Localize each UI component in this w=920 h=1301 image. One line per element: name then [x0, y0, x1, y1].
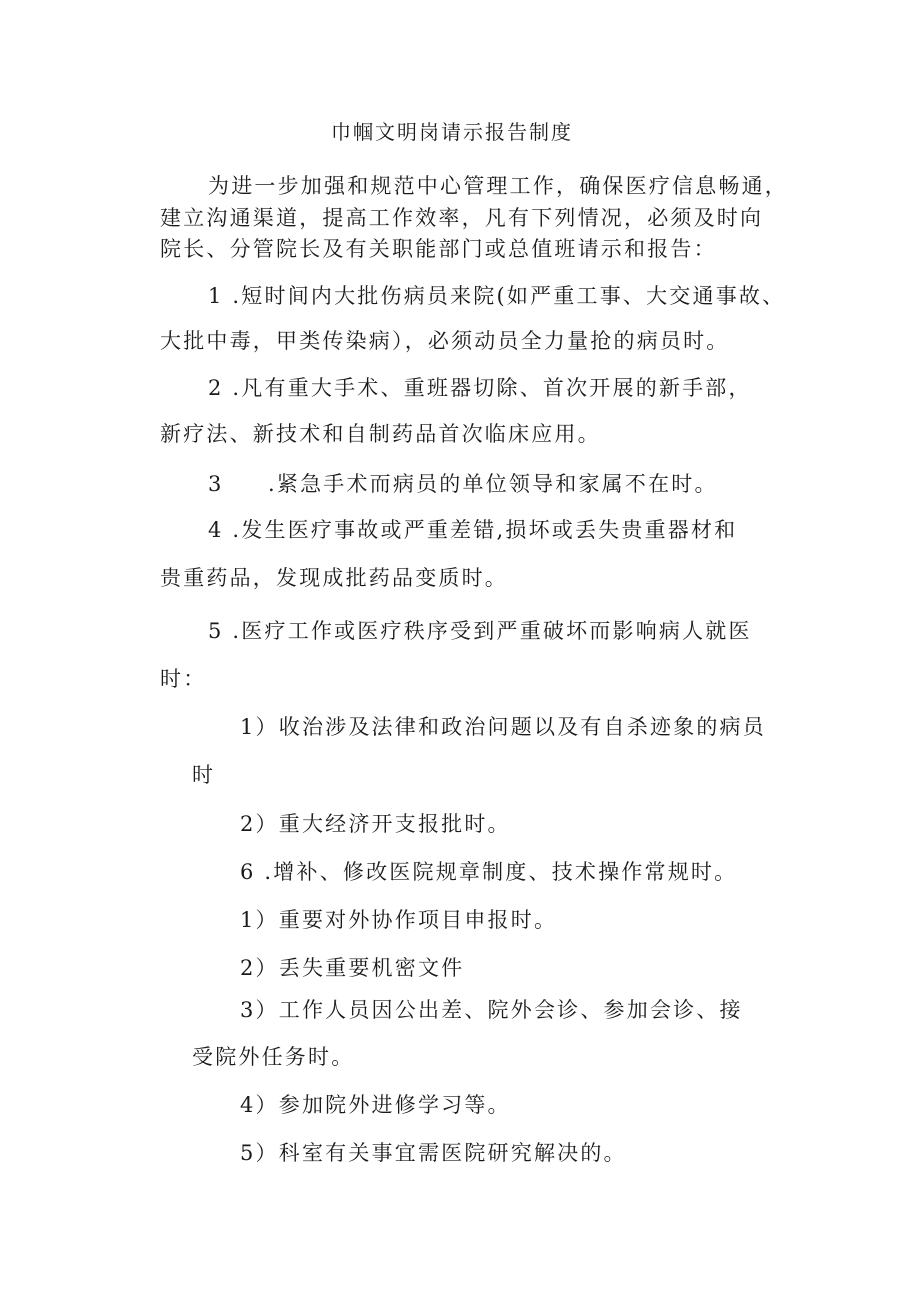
item-6-sub-3-line-2: 受院外任务时。 [192, 1045, 355, 1069]
intro-line-1: 为进一步加强和规范中心管理工作，确保医疗信息畅通， [208, 174, 788, 198]
item-6-sub-4: 4）参加院外进修学习等。 [240, 1093, 511, 1117]
item-5-sub-1-line-1: 1）收治涉及法律和政治问题以及有自杀迹象的病员 [240, 715, 766, 739]
item-4-line-1: 4 .发生医疗事故或严重差错,损坏或丢失贵重器材和 [208, 518, 738, 542]
intro-line-2: 建立沟通渠道，提高工作效率，凡有下列情况，必须及时向 [160, 206, 764, 230]
item-2-line-1: 2 .凡有重大手术、重班器切除、首次开展的新手部， [208, 376, 752, 400]
item-6-sub-2: 2）丢失重要机密文件 [240, 956, 465, 980]
item-6: 6 .增补、修改医院规章制度、技术操作常规时。 [240, 860, 738, 884]
item-6-sub-5: 5）科室有关事宜需医院研究解决的。 [240, 1141, 627, 1165]
item-1-line-2: 大批中毒，甲类传染病），必须动员全力量抢的病员时。 [160, 329, 730, 353]
item-5-sub-2: 2）重大经济开支报批时。 [240, 812, 511, 836]
item-3-text: .紧急手术而病员的单位领导和家属不在时。 [268, 472, 718, 496]
intro-line-3: 院长、分管院长及有关职能部门或总值班请示和报告： [160, 237, 717, 261]
item-2-line-2: 新疗法、新技术和自制药品首次临床应用。 [160, 422, 601, 446]
item-4-line-2: 贵重药品，发现成批药品变质时。 [160, 566, 508, 590]
item-3-number: 3 [208, 472, 224, 496]
item-6-sub-3-line-1: 3）工作人员因公出差、院外会诊、参加会诊、接 [240, 998, 743, 1022]
item-5-line-1: 5 .医疗工作或医疗秩序受到严重破坏而影响病人就医 [208, 619, 752, 643]
document-title: 巾帼文明岗请示报告制度 [331, 120, 573, 144]
item-1-line-1: 1 .短时间内大批伤病员来院(如严重工事、大交通事故、 [208, 284, 786, 308]
item-6-sub-1: 1）重要对外协作项目申报时。 [240, 908, 558, 932]
item-5-sub-1-line-2: 时 [192, 763, 216, 787]
item-5-line-2: 时： [160, 667, 207, 691]
